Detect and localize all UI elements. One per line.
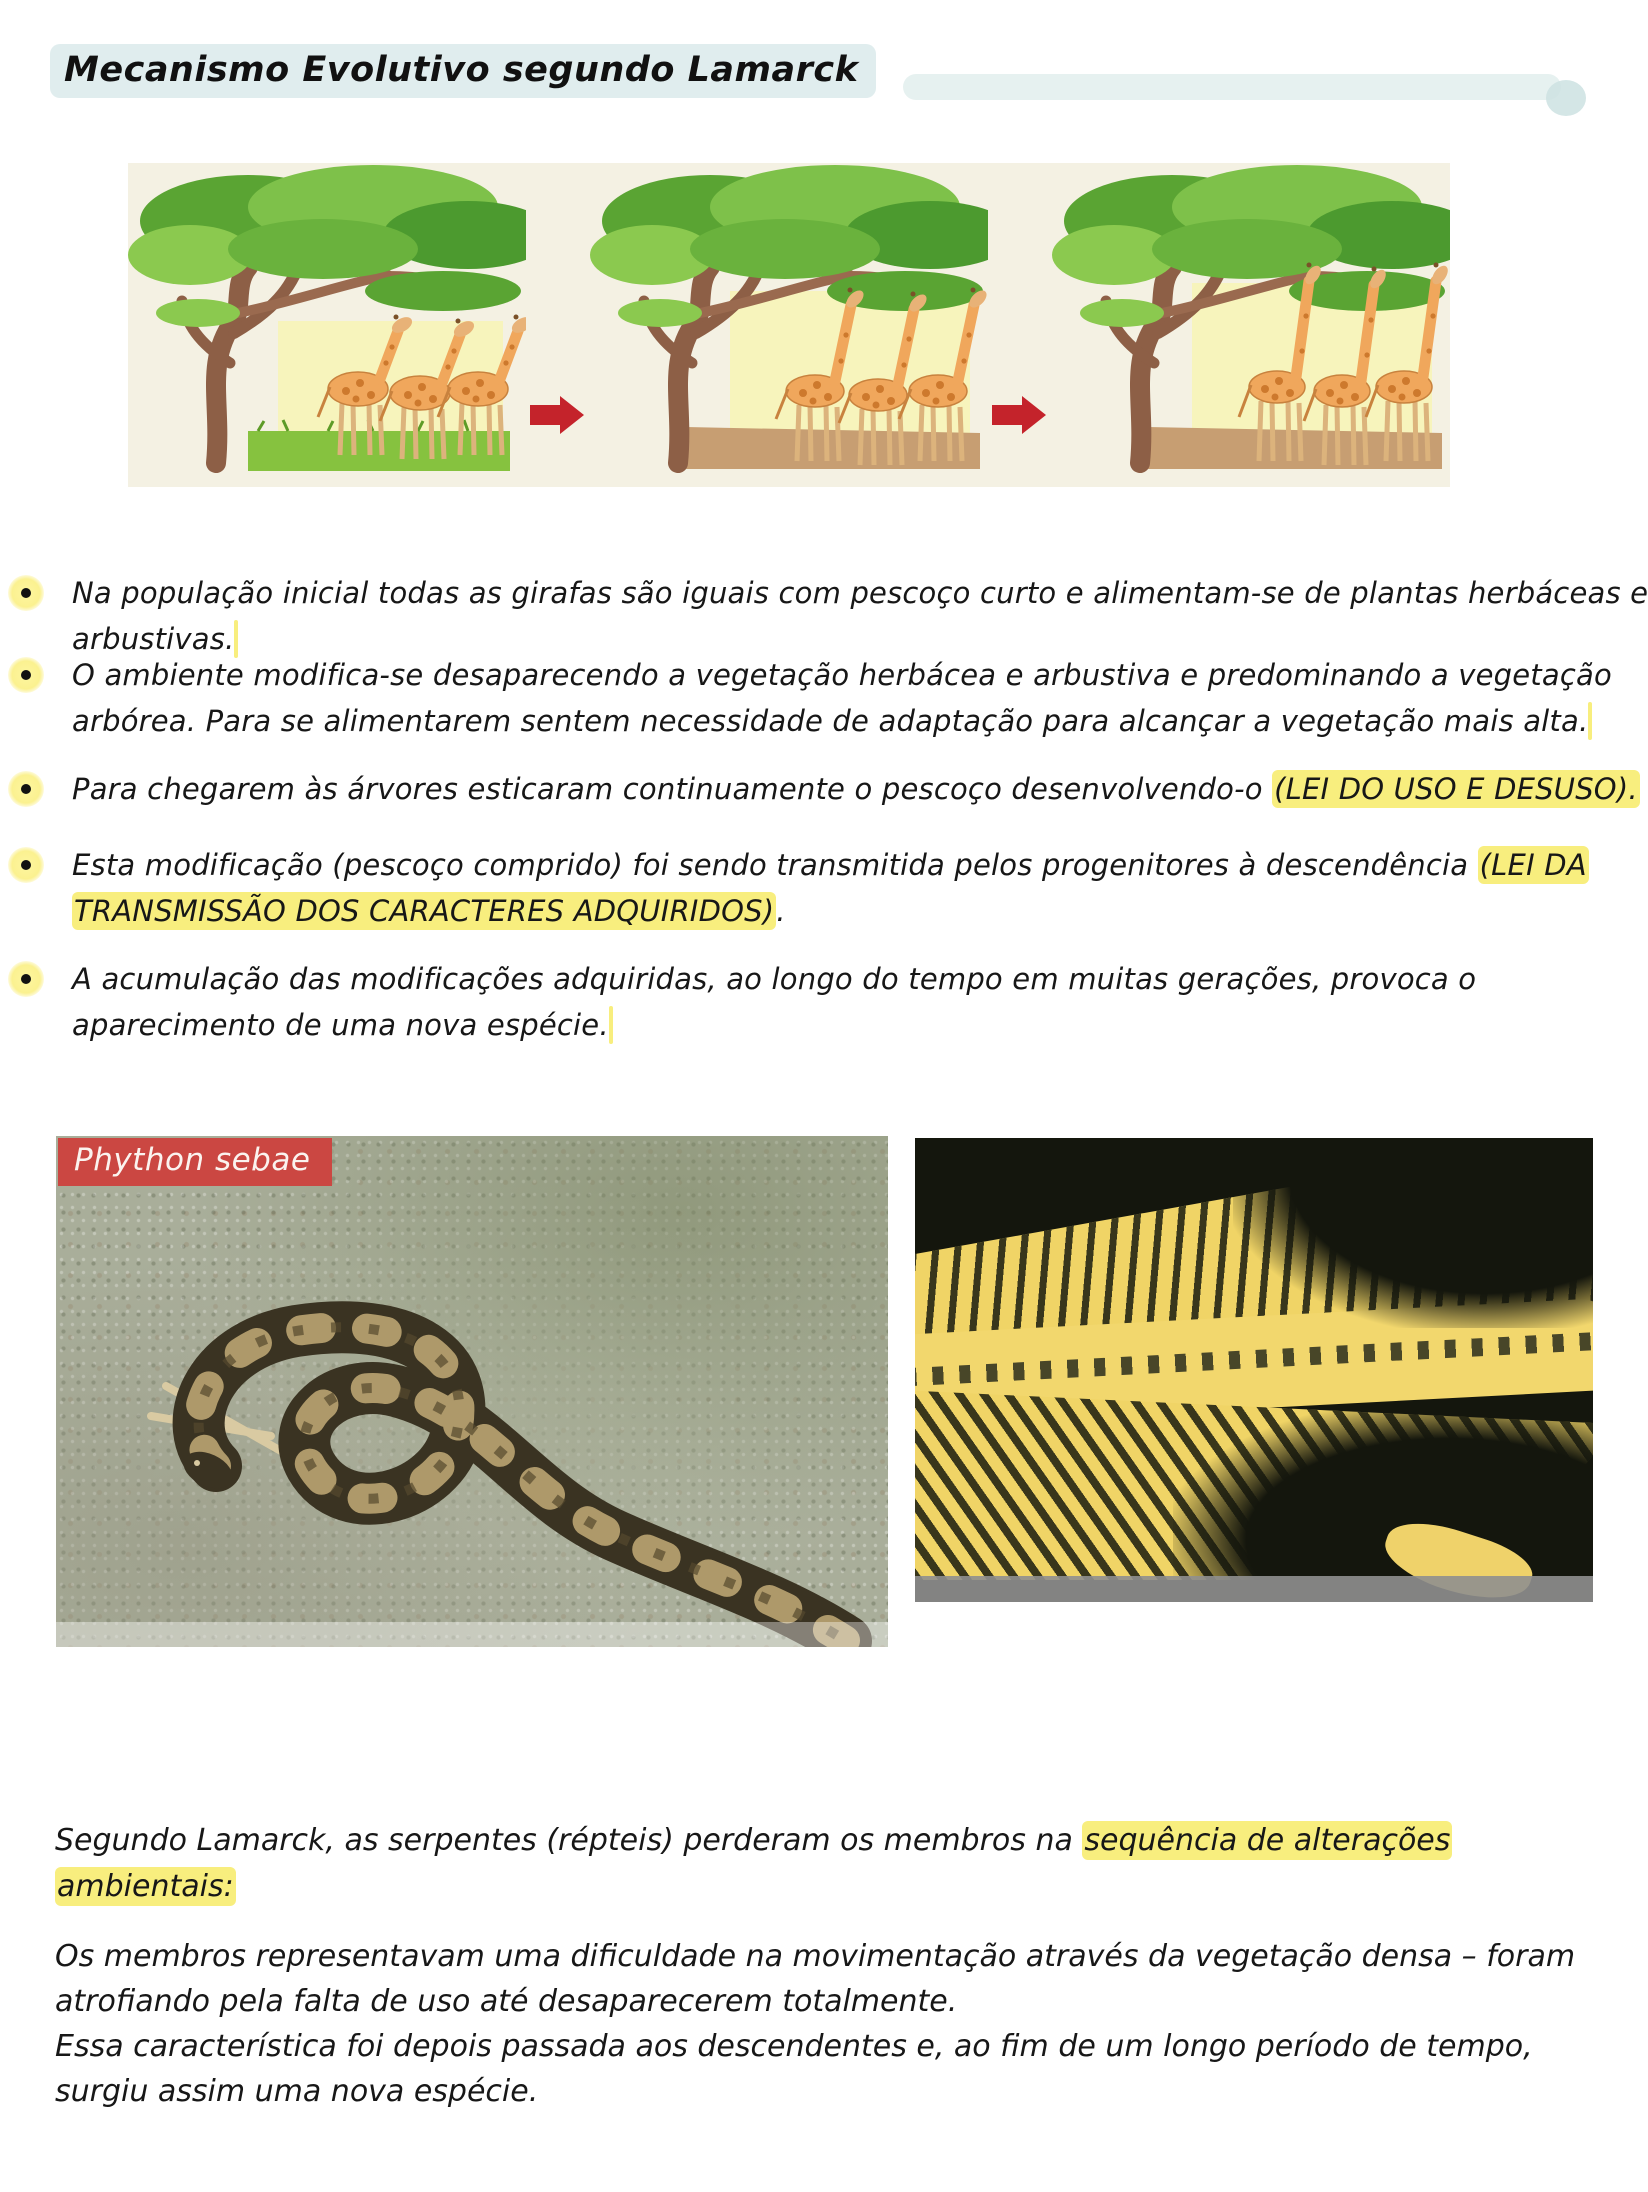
bullet-text-highlight: (LEI DA TRANSMISSÃO DOS CARACTERES ADQUIRIDOS) xyxy=(74,848,1587,928)
bullet-item xyxy=(8,652,1648,744)
bullet-marker-icon xyxy=(8,657,44,693)
bullet-item xyxy=(8,766,1648,812)
bullet-marker-icon xyxy=(8,575,44,611)
photo-bottom-band xyxy=(56,1622,888,1647)
photo-bottom-band xyxy=(915,1576,1593,1602)
page-title-text: Mecanismo Evolutivo segundo Lamarck xyxy=(50,44,876,98)
snake-xray-photo xyxy=(915,1138,1593,1602)
giraffe-evolution-illustration xyxy=(128,163,1450,487)
bullet-text: Esta modificação (pescoço comprido) foi sendo transmitida pelos progenitores à descendência xyxy=(72,848,1478,882)
bullet-text: Na população inicial todas as girafas são iguais com pescoço curto e alimentam-se de plantas herbáceas e arbustivas. xyxy=(72,576,1648,656)
giraffe-panel-long-necks xyxy=(1052,163,1450,487)
giraffe-panel-stretching-necks xyxy=(590,163,988,487)
bullet-marker-icon xyxy=(8,771,44,807)
bullet-text: . xyxy=(776,894,786,928)
arrow-right-icon xyxy=(526,163,590,487)
python-photo xyxy=(56,1136,888,1647)
arrow-right-icon xyxy=(988,163,1052,487)
python-illustration xyxy=(56,1136,888,1647)
closing-paragraph xyxy=(55,1934,1600,2114)
bullet-text: O ambiente modifica-se desaparecendo a vegetação herbácea e arbustiva e predominando a vegetação arbórea. Para se alimentarem sentem necessidade de adaptação para alcançar a vegetação mais alta. xyxy=(72,658,1612,738)
paragraph-2: Essa característica foi depois passada aos descendentes e, ao fim de um longo período de tempo, surgiu assim uma nova espécie. xyxy=(55,2029,1533,2109)
bullet-marker-icon xyxy=(8,847,44,883)
bullet-marker-icon xyxy=(8,961,44,997)
intro-text: Segundo Lamarck, as serpentes (répteis) perderam os membros na xyxy=(55,1823,1083,1858)
bullet-item xyxy=(8,956,1648,1048)
intro-sentence xyxy=(55,1818,1615,1910)
title-decoration-dot xyxy=(1546,80,1586,116)
bullet-item xyxy=(8,570,1648,662)
bullet-text: A acumulação das modificações adquiridas, ao longo do tempo em muitas gerações, provoca o aparecimento de uma nova espécie. xyxy=(72,962,1477,1042)
bullet-text-highlight xyxy=(1588,702,1592,740)
bullet-text: Para chegarem às árvores esticaram continuamente o pescoço desenvolvendo-o xyxy=(72,772,1273,806)
bullet-item xyxy=(8,842,1648,934)
giraffe-panel-short-necks xyxy=(128,163,526,487)
bullet-text-highlight: (LEI DO USO E DESUSO). xyxy=(1274,772,1638,806)
page-title xyxy=(50,44,876,98)
paragraph-1: Os membros representavam uma dificuldade na movimentação através da vegetação densa – foram atrofiando pela falta de uso até desaparecerem totalmente. xyxy=(55,1939,1576,2019)
intro-text-highlight: sequência de alterações ambientais: xyxy=(57,1823,1451,1904)
title-decoration-bar xyxy=(903,74,1561,100)
species-label: Phython sebae xyxy=(58,1138,332,1186)
xray-dark-area xyxy=(1233,1138,1593,1328)
bullet-text-highlight xyxy=(609,1006,613,1044)
